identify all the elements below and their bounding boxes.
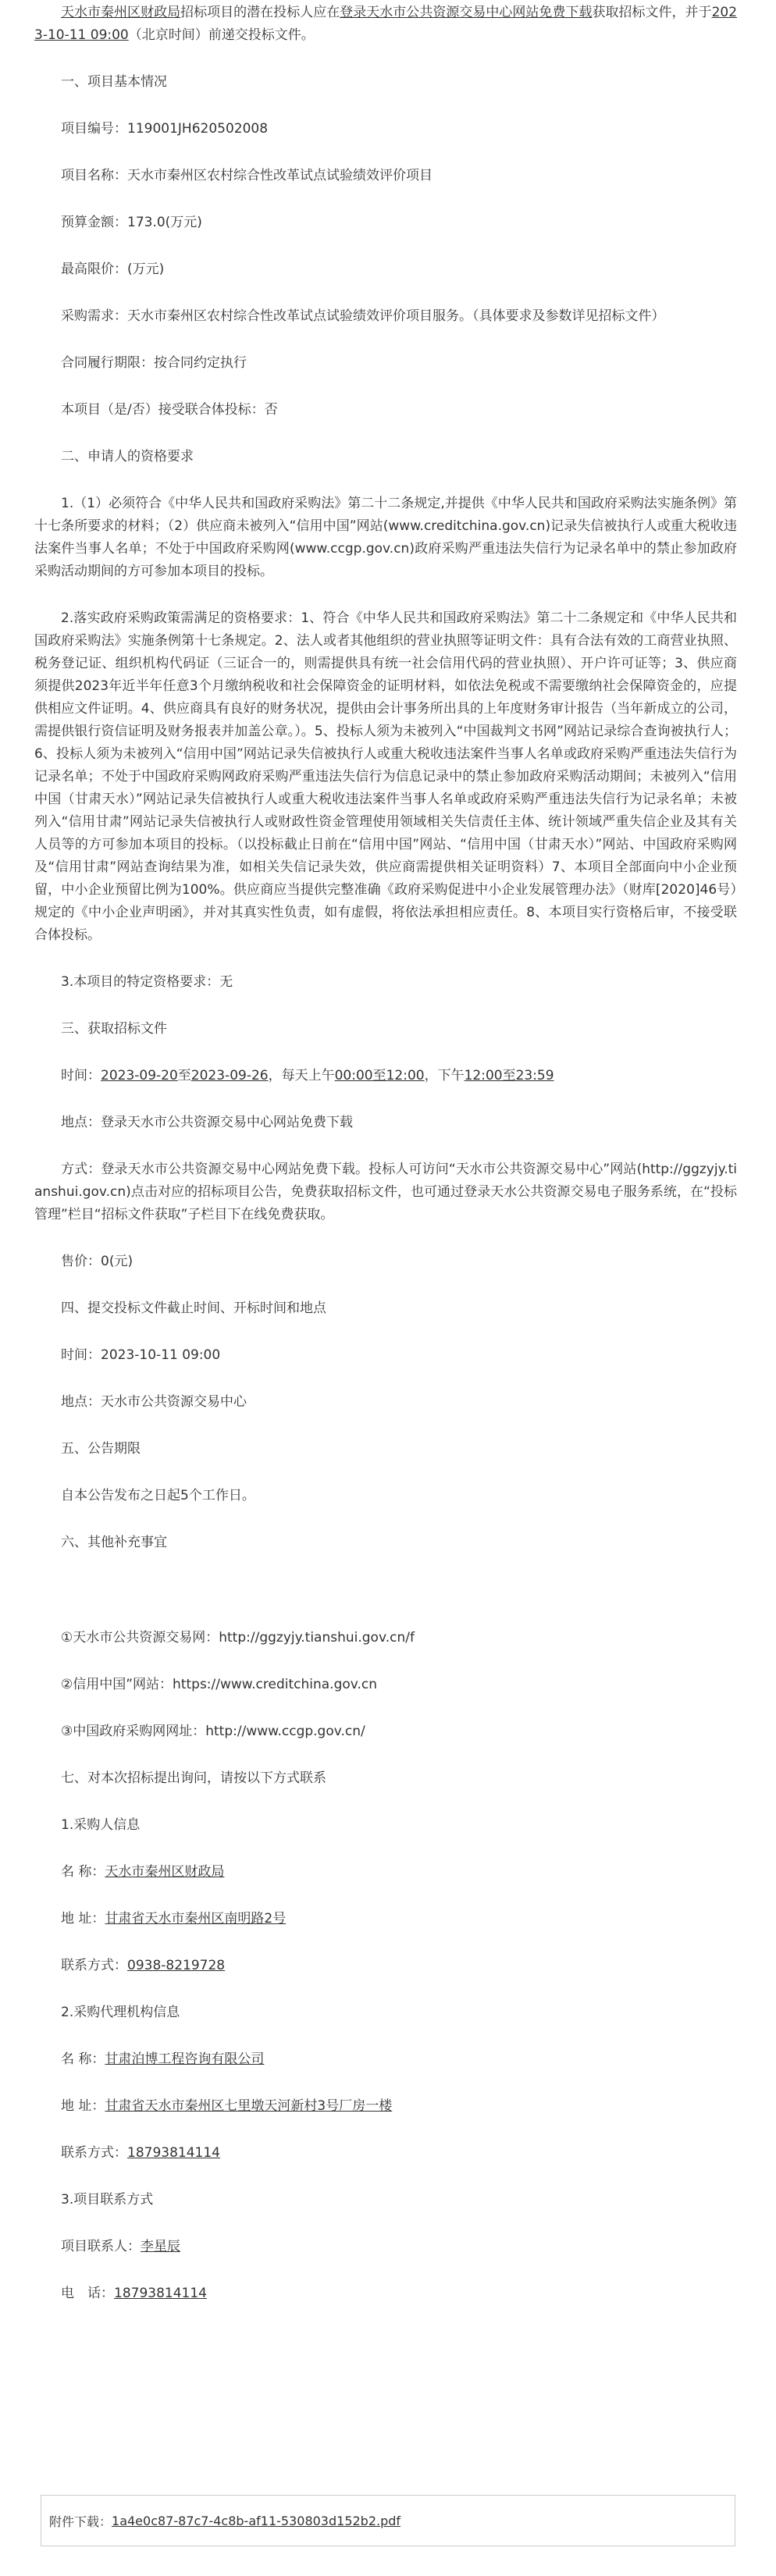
section-2-title: 二、申请人的资格要求 [61, 449, 194, 464]
submission-time: 时间：2023-10-11 09:00 [61, 1347, 221, 1363]
section-7-title: 七、对本次招标提出询问，请按以下方式联系 [61, 1770, 326, 1786]
agent-info-title: 2.采购代理机构信息 [61, 2005, 180, 2020]
max-price: 最高限价：(万元) [61, 262, 165, 277]
link-creditchina[interactable]: ②信用中国”网站：https://www.creditchina.gov.cn [61, 1677, 378, 1692]
agent-phone: 联系方式：18793814114 [61, 2145, 220, 2161]
agent-address: 地 址：甘肃省天水市秦州区七里墩天河新村3号厂房一楼 [61, 2098, 393, 2114]
project-name: 项目名称：天水市秦州区农村综合性改革试点试验绩效评价项目 [61, 168, 432, 183]
download-site-link[interactable]: 登录天水市公共资源交易中心网站免费下载 [340, 5, 593, 20]
obtain-method: 方式：登录天水市公共资源交易中心网站免费下载。投标人可访问“天水市公共资源交易中心”网站(http://ggzyjy.tianshui.gov.cn)点击对应的招标项目公告，免费获取招标文件，也可通过登录天水公共资源交易电子服务系统，在“投标管理”栏目“招标文件获取”子栏目下在线免费获取。 [34, 1162, 737, 1222]
requirement-2: 2.落实政府采购政策需满足的资格要求：1、符合《中华人民共和国政府采购法》第二十二条规定和《中华人民共和国政府采购法》实施条例第十七条规定。2、法人或者其他组织的营业执照等证明文件：具有合法有效的工商营业执照、税务登记证、组织机构代码证（三证合一的，则需提供具有统一社会信用代码的营业执照）、开户许可证等；3、供应商须提供2023年近半年任意3个月缴纳税收和社会保障资金的证明材料，如依法免税或不需要缴纳社会保障资金的，应提供相应文件证明。4、供应商具有良好的财务状况，提供由会计事务所出具的上年度财务审计报告（当年新成立的公司，需提供银行资信证明及财务报表并加盖公章。）。5、投标人须为未被列入“中国裁判文书网”网站记录综合查询被执行人；6、投标人须为未被列入“信用中国”网站记录失信被执行人或重大税收违法案件当事人名单或政府采购严重违法失信行为记录名单；不处于中国政府采购网政府采购严重违法失信行为信息记录中的禁止参加政府采购活动期间；未被列入“信用中国（甘肃天水）”网站记录失信被执行人或重大税收违法案件当事人名单或政府采购严重违法失信行为记录名单；未被列入“信用甘肃”网站记录失信被执行人或财政性资金管理使用领域相关失信责任主体、统计领域严重失信企业及其有关人员等的方可参加本项目的投标。（以投标截止日前在“信用中国”网站、“信用中国（甘肃天水）”网站、中国政府采购网及“信用甘肃”网站查询结果为准，如相关失信记录失效，供应商需提供相关证明资料）7、本项目全部面向中小企业预留，中小企业预留比例为100%。供应商应当提供完整准确《政府采购促进中小企业发展管理办法》（财库[2020]46号）规定的《中小企业声明函》，并对其真实性负责，如有虚假，将依法承担相应责任。8、本项目实行资格后审，不接受联合体投标。 [34, 610, 737, 943]
attachment-box [41, 2495, 735, 2546]
obtain-place: 地点：登录天水市公共资源交易中心网站免费下载 [61, 1115, 353, 1130]
section-4-title: 四、提交投标文件截止时间、开标时间和地点 [61, 1300, 326, 1316]
agent-name: 名 称：甘肃泊博工程咨询有限公司 [61, 2051, 265, 2067]
intro-paragraph: 天水市秦州区财政局招标项目的潜在投标人应在登录天水市公共资源交易中心网站免费下载获取招标文件，并于2023-10-11 09:00（北京时间）前递交投标文件。 [34, 5, 738, 43]
procurement-demand: 采购需求：天水市秦州区农村综合性改革试点试验绩效评价项目服务。（具体要求及参数详见招标文件） [61, 308, 665, 324]
submission-place: 地点：天水市公共资源交易中心 [61, 1394, 247, 1410]
obtain-time: 时间：2023-09-20至2023-09-26，每天上午00:00至12:00，下午12:00至23:59 [61, 1068, 554, 1083]
buyer-link[interactable]: 天水市秦州区财政局 [61, 5, 181, 20]
document-price: 售价：0(元) [61, 1254, 133, 1269]
contact-phone: 电 话：18793814114 [61, 2286, 207, 2301]
notice-period: 自本公告发布之日起5个工作日。 [61, 1488, 255, 1503]
contract-period: 合同履行期限：按合同约定执行 [61, 355, 247, 371]
buyer-name: 名 称：天水市秦州区财政局 [61, 1864, 225, 1880]
link-ggzyjy[interactable]: ①天水市公共资源交易网：http://ggzyjy.tianshui.gov.cn/f [61, 1630, 415, 1646]
section-1-title: 一、项目基本情况 [61, 74, 167, 90]
contact-person: 项目联系人：李星辰 [61, 2239, 180, 2254]
consortium-bid: 本项目（是/否）接受联合体投标：否 [61, 402, 278, 418]
attachment-download-link[interactable]: 1a4e0c87-87c7-4c8b-af11-530803d152b2.pdf [112, 2513, 401, 2528]
deadline-text: 2023-10-11 09:00 [34, 5, 738, 43]
buyer-phone: 联系方式：0938-8219728 [61, 1958, 226, 1973]
requirement-3: 3.本项目的特定资格要求：无 [61, 974, 233, 990]
announcement-body [34, 0, 737, 2305]
attachment-label: 附件下载： [49, 2514, 112, 2529]
buyer-info-title: 1.采购人信息 [61, 1817, 141, 1833]
section-3-title: 三、获取招标文件 [61, 1021, 167, 1037]
budget-amount: 预算金额：173.0(万元) [61, 215, 202, 230]
requirement-1: 1.（1）必须符合《中华人民共和国政府采购法》第二十二条规定,并提供《中华人民共和国政府采购法实施条例》第十七条所要求的材料；（2）供应商未被列入“信用中国”网站(www.creditchina.gov.cn)记录失信被执行人或重大税收违法案件当事人名单；不处于中国政府采购网(www.ccgp.gov.cn)政府采购严重违法失信行为记录名单中的禁止参加政府采购活动期间的方可参加本项目的投标。 [34, 496, 737, 579]
section-6-title: 六、其他补充事宜 [61, 1535, 167, 1550]
buyer-address: 地 址：甘肃省天水市秦州区南明路2号 [61, 1911, 287, 1927]
contact-info-title: 3.项目联系方式 [61, 2192, 154, 2208]
section-5-title: 五、公告期限 [61, 1441, 141, 1457]
link-ccgp[interactable]: ③中国政府采购网网址：http://www.ccgp.gov.cn/ [61, 1724, 365, 1739]
project-number: 项目编号：119001JH620502008 [61, 121, 269, 137]
